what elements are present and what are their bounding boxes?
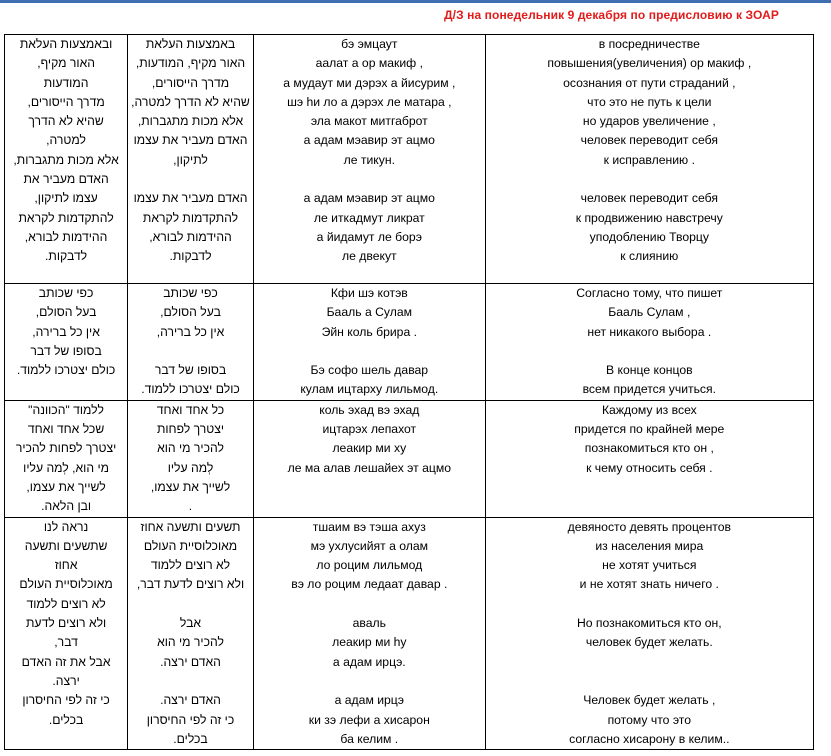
text-line: בכלים. [173, 731, 208, 746]
text-line: כי זה לפי החיסרון [22, 693, 110, 708]
text-line: שכל אחד ואחד [27, 422, 105, 437]
text-line: לשייך את עצמו, [150, 479, 231, 494]
text-line: познакомиться кто он , [584, 441, 714, 456]
text-line: ולא רוצים לדעת [25, 616, 107, 631]
text-line: а адам мэавир эт ацмо [303, 191, 435, 206]
text-line: коль эхад вэ эхад [319, 402, 420, 417]
text-line: ירצה. [52, 673, 80, 688]
text-line: потому что это [607, 712, 692, 727]
text-line [131, 595, 250, 614]
text-line: а йидамут ле борэ [316, 229, 422, 244]
hebrew-cell-a [5, 517, 128, 750]
extra-column-edge [813, 35, 831, 284]
text-line: Бэ софо шель давар [310, 363, 429, 378]
text-line: מאוכלוסיית העולם [19, 577, 113, 592]
hebrew-cell-b [128, 517, 254, 750]
text-line: מדרך הייסורים, [151, 75, 230, 90]
text-line: осознания от пути страданий , [563, 75, 736, 90]
text-line: человек переводит себя [580, 133, 718, 148]
text-line: ле тикун. [343, 152, 395, 167]
text-line: ле иткадмут ликрат [313, 210, 425, 225]
russian-cell [485, 284, 813, 401]
text-line: אבל את זה האדם [21, 654, 111, 669]
text-line: а адам мэавир эт ацмо [303, 133, 435, 148]
text-line: לא רוצים ללמוד [26, 596, 106, 611]
text-line: ба келим . [340, 731, 399, 746]
text-line [257, 595, 482, 614]
table-row [5, 400, 831, 517]
text-line: ולא רוצים לדעת דבר, [136, 577, 245, 592]
text-line [131, 672, 250, 691]
text-line: בעל הסולם, [160, 305, 221, 320]
russian-cell [485, 35, 813, 284]
text-line: האדם מעביר את עצמו [133, 191, 248, 206]
text-line: כולם יצטרכו ללמוד. [16, 363, 116, 378]
text-line: לשייך את עצמו, [26, 479, 106, 494]
text-line: что это не путь к цели [587, 94, 712, 109]
text-line: האדם ירצה. [160, 654, 221, 669]
text-line: אלא מכות מתגברות, [13, 152, 119, 167]
text-line: не хотят учиться [602, 558, 697, 573]
text-line: . [188, 499, 193, 514]
hebrew-cell-a [5, 35, 128, 284]
hebrew-cell-a [5, 284, 128, 401]
text-line [257, 342, 482, 361]
text-line: к слиянию [620, 249, 679, 264]
text-line: к исправлению . [603, 152, 695, 167]
text-line: из населения мира [595, 538, 704, 553]
text-line: למטרה, [46, 133, 86, 148]
text-line: Каждому из всех [601, 402, 697, 417]
text-line: леакир ми hу [332, 635, 407, 650]
hebrew-cell-a [5, 400, 128, 517]
text-line: האדם ירצה. [160, 693, 221, 708]
text-line: ובן הלאה. [41, 499, 92, 514]
text-line: ле ма алав лешайех эт ацмо [287, 460, 452, 475]
text-line: а мудаут ми дэрэх а йисурим , [283, 75, 456, 90]
text-line: Кфи шэ котэв [330, 286, 408, 300]
extra-column-edge [813, 284, 831, 401]
text-line: בסופו של דבר [154, 363, 227, 378]
text-line: תשעים ותשעה אחוז [140, 519, 241, 534]
text-line: דבר, [54, 635, 78, 650]
text-line: к чему относить себя . [586, 460, 713, 475]
text-line: בעל הסולם, [35, 305, 97, 320]
russian-cell [485, 400, 813, 517]
text-line: а адам ирцэ. [332, 654, 406, 669]
text-line: и не хотят знать ничего . [579, 577, 719, 592]
text-line: мэ ухлусийят а олам [310, 538, 429, 553]
text-line: כולם יצטרכו ללמוד. [141, 382, 240, 397]
text-line: эла макот митгаброт [310, 114, 428, 129]
text-line: аалат а ор макиф , [315, 56, 423, 71]
text-line: согласно хисарону в келим.. [569, 731, 730, 746]
hebrew-cell-b [128, 400, 254, 517]
text-line: לְמה עליו [167, 460, 214, 475]
text-line: бэ эмцаут [341, 37, 398, 51]
table-row [5, 517, 831, 750]
text-line: באמצעות העלאת [145, 37, 236, 51]
transliteration-cell [253, 35, 485, 284]
text-line: девяносто девять процентов [567, 519, 731, 534]
text-line [257, 672, 482, 691]
text-line: להתקדמות לקראת [18, 210, 114, 225]
hebrew-cell-b [128, 284, 254, 401]
text-line: тшаим вэ тэша ахуз [312, 519, 426, 534]
transliteration-cell [253, 517, 485, 750]
text-line: Но познакомиться кто он, [576, 616, 722, 631]
page-title: Д/З на понедельник 9 декабря по предисловию к ЗОАР [443, 8, 779, 22]
text-line: леакир ми ху [332, 441, 407, 456]
russian-cell [485, 517, 813, 750]
text-line [257, 170, 482, 189]
text-line: האדם מעביר את [23, 172, 109, 187]
text-line: עצמו לתיקון, [34, 191, 98, 206]
text-line: Согласно тому, что пишет [576, 286, 723, 300]
text-line: אחוז [54, 558, 78, 573]
text-line: ההידמות לבורא, [24, 229, 108, 244]
text-line [489, 672, 810, 691]
text-line [489, 653, 810, 672]
text-line: מי הוא, לְמה עליו [23, 460, 109, 475]
text-line: ללמוד "הכוונה" [28, 402, 104, 417]
text-line: שהיא לא הדרך למטרה, [131, 94, 250, 109]
text-line: המודעות [43, 75, 89, 90]
text-line: ицтарэх лепахот [322, 422, 417, 437]
text-line [489, 595, 810, 614]
extra-column-edge [813, 517, 831, 750]
text-line: להכיר מי הוא [157, 635, 224, 650]
text-line: שהיא לא הדרך [28, 114, 104, 129]
text-line: נראה לנו [43, 519, 89, 534]
transliteration-cell [253, 400, 485, 517]
text-line: להכיר מי הוא [157, 441, 224, 456]
text-line: аваль [352, 616, 386, 631]
text-line: כפי שכותב [163, 286, 218, 300]
text-line: אלא מכות מתגברות, [137, 114, 244, 129]
text-line [131, 342, 250, 361]
text-line: а адам ирцэ [334, 693, 404, 708]
text-line: מדרך הייסורים, [27, 94, 105, 109]
text-line: אבל [179, 616, 202, 631]
text-line: אין כל ברירה, [156, 324, 225, 339]
table-row [5, 35, 831, 284]
text-line: Эйн коль брира . [321, 324, 417, 339]
text-line: האור מקיף, המודעות, [135, 56, 246, 71]
text-line: повышения(увеличения) ор макиф , [547, 56, 752, 71]
text-line: מאוכלוסיית העולם [143, 538, 238, 553]
transliteration-cell [253, 284, 485, 401]
text-line: האור מקיף, [37, 56, 95, 71]
text-line: Бааль а Сулам [326, 305, 413, 320]
text-line: אין כל ברירה, [32, 324, 100, 339]
text-line [131, 170, 250, 189]
text-line: но ударов увеличение , [582, 114, 716, 129]
lesson-table [4, 34, 831, 750]
text-line: כי זה לפי החיסרון [146, 712, 235, 727]
text-line: לתיקון, [173, 152, 208, 167]
text-line: יצטרך לפחות להכיר [15, 441, 117, 456]
text-line: Бааль Сулам , [608, 305, 691, 320]
text-line: שתשעים ותשעה [24, 538, 108, 553]
text-line: вэ ло роцим ледаат давар . [291, 577, 448, 592]
text-line: В конце концов [606, 363, 693, 378]
text-line: всем придется учиться. [582, 382, 717, 397]
text-line: человек будет желать. [585, 635, 713, 650]
text-line: человек переводит себя [580, 191, 718, 206]
text-line: к продвижению навстречу [575, 210, 723, 225]
text-line: ההידמות לבורא, [149, 229, 232, 244]
text-line: כל אחד ואחד [156, 402, 225, 417]
text-line: шэ hи ло а дэрэх ле матара , [287, 94, 452, 109]
text-line: לדבקות. [45, 249, 88, 264]
text-line: האדם מעביר את עצמו [133, 133, 248, 148]
text-line [489, 342, 810, 361]
text-line: בכלים. [48, 712, 84, 727]
text-line: כפי שכותב [38, 286, 94, 300]
text-line: кулам ицтархy лильмод. [300, 382, 439, 397]
text-line: בסופו של דבר [30, 343, 102, 358]
text-line: יצטרך לפחות [156, 422, 225, 437]
text-line [489, 170, 810, 189]
top-accent-bar [0, 0, 831, 3]
text-line: в посредничестве [598, 37, 700, 51]
text-line: нет никакого выбора . [587, 324, 712, 339]
text-line: לא רוצים ללמוד [150, 558, 231, 573]
text-line: Человек будет желать , [583, 693, 716, 708]
text-line: ле двекут [341, 249, 397, 264]
table-row [5, 284, 831, 401]
text-line: придется по крайней мере [574, 422, 725, 437]
extra-column-edge [813, 400, 831, 517]
text-line: ки зэ лефи а хисарон [308, 712, 430, 727]
text-line: לדבקות. [169, 249, 212, 264]
text-line: уподоблению Творцу [589, 229, 709, 244]
hebrew-cell-b [128, 35, 254, 284]
text-line: להתקדמות לקראת [142, 210, 239, 225]
text-line: ло роцим лильмод [316, 558, 423, 573]
text-line: ובאמצעות העלאת [19, 37, 113, 51]
